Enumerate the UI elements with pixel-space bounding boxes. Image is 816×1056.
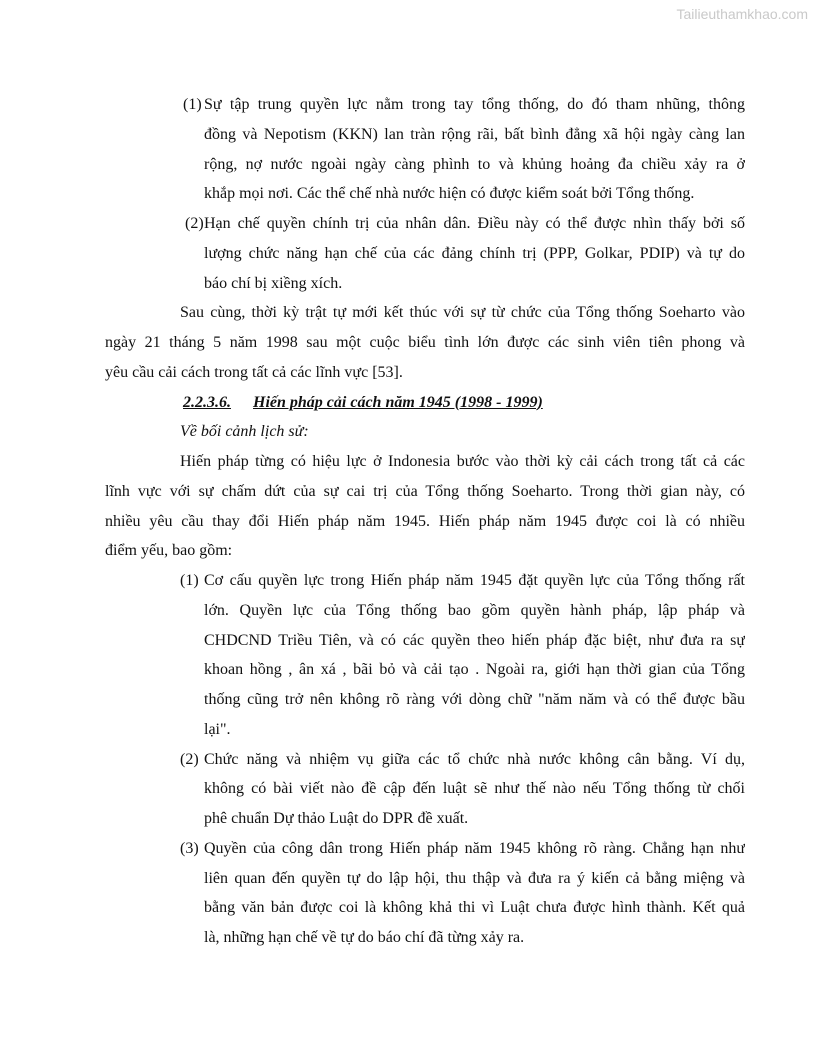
text-line: Chức năng và nhiệm vụ giữa các tổ chức nhà nước không cân bằng. Ví dụ, — [204, 750, 745, 768]
text-line: Quyền của công dân trong Hiến pháp năm 1945 không rõ ràng. Chẳng hạn như — [204, 839, 745, 857]
list-number: (1) — [180, 572, 199, 589]
list-number: (2) — [180, 750, 199, 768]
text-line: điểm yếu, bao gồm: — [105, 542, 233, 560]
section-title: Hiến pháp cải cách năm 1945 (1998 - 1999) — [253, 393, 543, 411]
list-number: (2) — [185, 215, 204, 232]
text-line: Hiến pháp từng có hiệu lực ở Indonesia bước vào thời kỳ cải cách trong tất cả các — [180, 453, 745, 470]
text-line: ngày 21 tháng 5 năm 1998 sau một cuộc biểu tình lớn được các sinh viên tiên phong và — [105, 334, 745, 351]
text-line: không có bài viết nào đề cập đến luật sẽ như thế nào nếu Tổng thống từ chối — [204, 780, 745, 798]
text-line: rộng, nợ nước ngoài ngày càng phình to và khủng hoảng đa chiều xảy ra ở — [204, 155, 745, 173]
subheading: Về bối cảnh lịch sử: — [180, 423, 309, 441]
text-line: khoan hồng , ân xá , bãi bỏ và cải tạo . Ngoài ra, giới hạn thời gian của Tổng — [204, 661, 745, 679]
text-line: liên quan đến quyền tự do lập hội, thu thập và đưa ra ý kiến cả bằng miệng và — [204, 869, 745, 887]
text-line: phê chuẩn Dự thảo Luật do DPR đề xuất. — [204, 810, 469, 827]
section-heading — [183, 388, 543, 418]
text-line: lượng chức năng hạn chế của các đảng chính trị (PPP, Golkar, PDIP) và tự do — [204, 244, 745, 262]
list-number: (1) — [183, 96, 202, 113]
text-line: Sau cùng, thời kỳ trật tự mới kết thúc với sự từ chức của Tổng thống Soeharto vào — [180, 304, 745, 322]
text-line: lớn. Quyền lực của Tổng thống bao gồm quyền hành pháp, lập pháp và — [204, 601, 745, 619]
text-line: lĩnh vực với sự chấm dứt của sự cai trị của Tổng thống Soeharto. Trong thời gian này, có — [105, 482, 745, 500]
text-line: yêu cầu cải cách trong tất cả các lĩnh vực [53]. — [105, 363, 403, 381]
text-line: lại". — [204, 720, 231, 738]
section-number: 2.2.3.6. — [183, 393, 231, 411]
text-line: báo chí bị xiềng xích. — [204, 274, 343, 292]
text-line: thống cũng trở nên không rõ ràng với dòng chữ "năm năm và có thể được bầu — [204, 691, 745, 708]
text-line: bằng văn bản được coi là không khả thi vì Luật chưa được hình thành. Kết quả — [204, 899, 745, 917]
text-line: là, những hạn chế về tự do báo chí đã từng xảy ra. — [204, 929, 525, 946]
text-line: Hạn chế quyền chính trị của nhân dân. Điều này có thể được nhìn thấy bởi số — [204, 215, 745, 232]
list-number: (3) — [180, 839, 199, 857]
text-line: Cơ cấu quyền lực trong Hiến pháp năm 1945 đặt quyền lực của Tổng thống rất — [204, 572, 745, 589]
text-line: Sự tập trung quyền lực nằm trong tay tổng thống, do đó tham nhũng, thông — [204, 96, 745, 113]
text-line: nhiều yêu cầu thay đổi Hiến pháp năm 1945. Hiến pháp năm 1945 được coi là có nhiều — [105, 512, 745, 530]
text-line: CHDCND Triều Tiên, và có các quyền theo hiến pháp đặc biệt, như đưa ra sự — [204, 631, 745, 649]
text-line: khắp mọi nơi. Các thể chế nhà nước hiện có được kiểm soát bởi Tổng thống. — [204, 185, 695, 203]
text-line: đồng và Nepotism (KKN) lan tràn rộng rãi, bất bình đẳng xã hội ngày càng lan — [204, 125, 745, 143]
watermark: Tailieuthamkhao.com — [676, 6, 808, 22]
